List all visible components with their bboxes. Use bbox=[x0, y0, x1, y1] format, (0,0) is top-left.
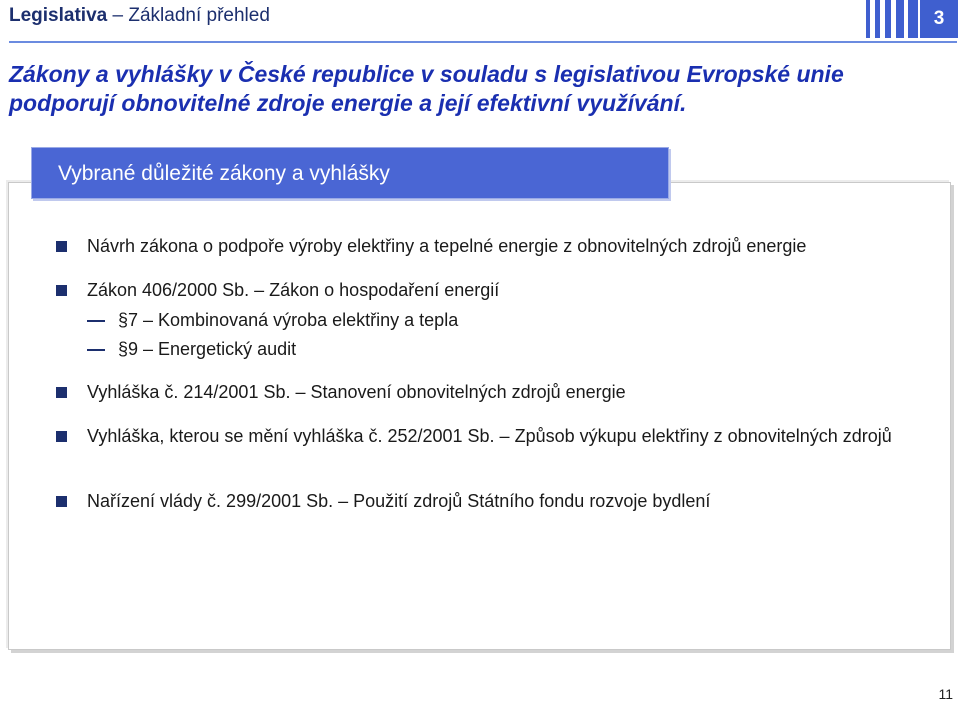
list-item: Návrh zákona o podpoře výroby elektřiny a tepelné energie z obnovitelných zdrojů energie bbox=[87, 236, 807, 256]
bullet-square-icon bbox=[56, 496, 67, 507]
sub-list-item: §9 – Energetický audit bbox=[118, 339, 297, 359]
list-item: Vyhláška, kterou se mění vyhláška č. 252/2001 Sb. – Způsob výkupu elektřiny z obnovitelných zdrojů bbox=[87, 426, 892, 446]
slide-headline: Zákony a vyhlášky v České republice v souladu s legislativou Evropské unie podporují obnovitelné zdroje energie a její efektivní využívání. bbox=[9, 61, 844, 116]
list-item: Zákon 406/2000 Sb. – Zákon o hospodaření energií bbox=[87, 280, 500, 300]
bullet-square-icon bbox=[56, 431, 67, 442]
list-item: Nařízení vlády č. 299/2001 Sb. – Použití zdrojů Státního fondu rozvoje bydlení bbox=[87, 491, 711, 511]
sub-bullet-dash-icon bbox=[87, 320, 105, 322]
header-separator: – bbox=[112, 5, 124, 26]
footer-page-number: 11 bbox=[938, 686, 953, 702]
sub-list-item: §7 – Kombinovaná výroba elektřiny a tepla bbox=[118, 310, 459, 330]
bullet-square-icon bbox=[56, 387, 67, 398]
panel-title: Vybrané důležité zákony a vyhlášky bbox=[31, 147, 669, 199]
header-section: Legislativa bbox=[9, 5, 108, 26]
header-subtitle: Základní přehled bbox=[128, 5, 270, 26]
bullet-square-icon bbox=[56, 241, 67, 252]
list-item: Vyhláška č. 214/2001 Sb. – Stanovení obnovitelných zdrojů energie bbox=[87, 382, 626, 402]
sub-bullet-dash-icon bbox=[87, 349, 105, 351]
bullet-square-icon bbox=[56, 285, 67, 296]
slide-number-badge: 3 bbox=[920, 0, 958, 38]
